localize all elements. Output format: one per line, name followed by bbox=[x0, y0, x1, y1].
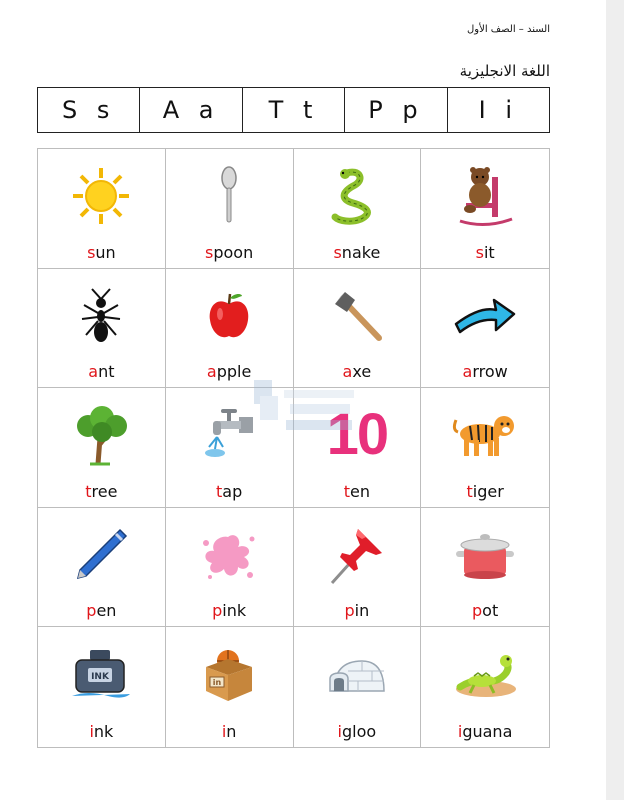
picture-word-grid bbox=[37, 148, 550, 748]
letter-cell: S s bbox=[38, 88, 140, 132]
iguana-icon bbox=[452, 649, 518, 699]
pink-splash-icon bbox=[198, 527, 260, 583]
word-card bbox=[166, 149, 294, 269]
pen-icon bbox=[72, 526, 130, 584]
letter-cell: P p bbox=[345, 88, 447, 132]
word-card bbox=[166, 508, 294, 628]
word-label: ink bbox=[89, 721, 114, 741]
word-card bbox=[294, 627, 422, 747]
word-card bbox=[166, 627, 294, 747]
push-pin-icon bbox=[328, 525, 386, 585]
spoon-icon bbox=[214, 166, 244, 226]
apple-icon bbox=[206, 290, 252, 342]
ten-icon: 10 bbox=[326, 402, 388, 468]
letter-cell: T t bbox=[243, 88, 345, 132]
word-label: pin bbox=[344, 601, 370, 621]
word-label: sun bbox=[87, 242, 116, 262]
word-label: axe bbox=[342, 362, 372, 382]
word-label: snake bbox=[333, 242, 381, 262]
word-card bbox=[38, 388, 166, 508]
ant-icon bbox=[78, 285, 124, 347]
tiger-icon bbox=[452, 410, 518, 460]
word-label: pot bbox=[472, 601, 499, 621]
letters-row bbox=[37, 87, 550, 133]
word-label: spoon bbox=[205, 242, 254, 262]
letter-cell: A a bbox=[140, 88, 242, 132]
word-label: iguana bbox=[457, 721, 513, 741]
word-card bbox=[38, 508, 166, 628]
word-label: pen bbox=[86, 601, 117, 621]
word-card bbox=[421, 269, 549, 389]
word-label: tiger bbox=[466, 481, 504, 501]
word-card bbox=[421, 627, 549, 747]
word-card bbox=[294, 269, 422, 389]
snake-icon bbox=[329, 165, 385, 227]
subject-title: اللغة الانجليزية bbox=[459, 62, 550, 80]
word-card bbox=[294, 388, 422, 508]
pot-icon bbox=[452, 527, 518, 583]
ink-bottle-icon bbox=[68, 646, 134, 702]
igloo-icon bbox=[326, 653, 388, 695]
word-label: sit bbox=[475, 242, 495, 262]
word-card bbox=[38, 149, 166, 269]
word-card bbox=[294, 149, 422, 269]
word-card bbox=[38, 269, 166, 389]
word-label: tree bbox=[85, 481, 118, 501]
word-label: ant bbox=[88, 362, 115, 382]
word-label: pink bbox=[212, 601, 247, 621]
arrow-icon bbox=[452, 296, 518, 336]
word-label: tap bbox=[216, 481, 243, 501]
word-label: igloo bbox=[337, 721, 377, 741]
word-card bbox=[421, 388, 549, 508]
ball-in-box-icon bbox=[198, 645, 260, 703]
page-margin-strip bbox=[606, 0, 624, 800]
word-card bbox=[166, 388, 294, 508]
axe-icon bbox=[329, 288, 385, 344]
svg-text:in: in bbox=[212, 678, 222, 688]
tap-icon bbox=[199, 407, 259, 463]
word-label: in bbox=[221, 721, 237, 741]
class-label: السند – الصف الأول bbox=[467, 24, 550, 35]
word-label: arrow bbox=[462, 362, 508, 382]
svg-text:INK: INK bbox=[91, 672, 110, 683]
word-card bbox=[294, 508, 422, 628]
word-card bbox=[421, 508, 549, 628]
word-card bbox=[38, 627, 166, 747]
letter-cell: I i bbox=[478, 96, 519, 124]
tree-icon bbox=[68, 404, 134, 466]
word-card bbox=[166, 269, 294, 389]
word-card bbox=[421, 149, 549, 269]
word-label: apple bbox=[206, 362, 252, 382]
word-label: ten bbox=[343, 481, 370, 501]
sun-icon bbox=[71, 166, 131, 226]
bear-rocking-chair-icon bbox=[452, 163, 518, 229]
